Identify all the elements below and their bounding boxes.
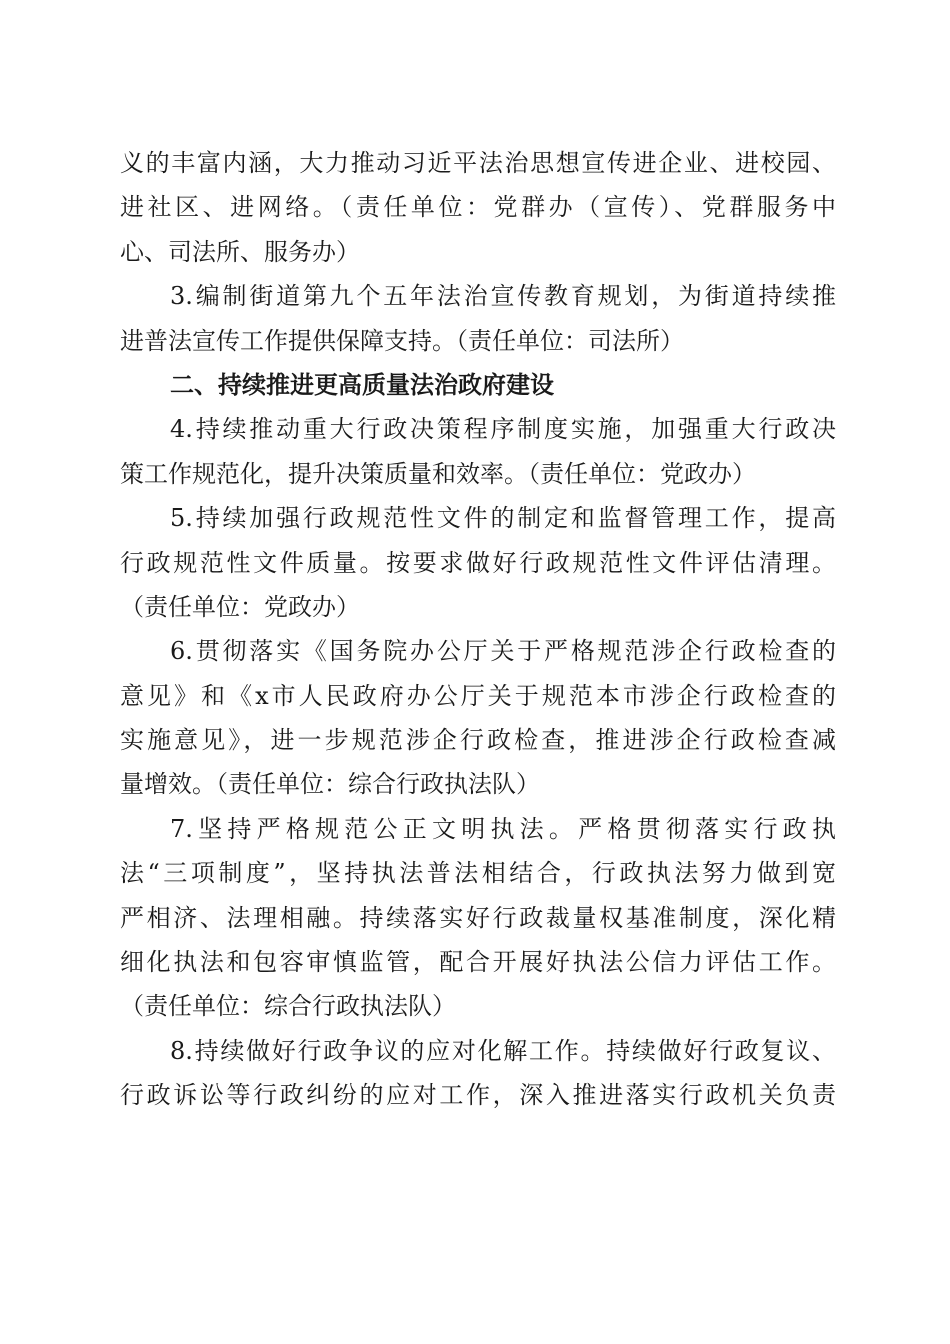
- section-heading: 二、持续推进更高质量法治政府建设: [170, 370, 554, 399]
- paragraph-item-3: [120, 274, 836, 363]
- text-line: 法“三项制度”，坚持执法普法相结合，行政执法努力做到宽: [120, 859, 836, 888]
- text-line: 7.坚持严格规范公正文明执法。严格贯彻落实行政执: [170, 814, 836, 843]
- paragraph-item-7: [120, 807, 836, 1029]
- paragraph-continued-publicity: [120, 141, 836, 274]
- text-line: 义的丰富内涵，大力推动习近平法治思想宣传进企业、进校园、: [120, 149, 836, 177]
- text-line: 行政规范性文件质量。按要求做好行政规范性文件评估清理。: [120, 548, 836, 577]
- text-line: 意见》和《x市人民政府办公厅关于规范本市涉企行政检查的: [120, 681, 836, 710]
- text-line: 策工作规范化，提升决策质量和效率。（责任单位：党政办）: [120, 459, 756, 488]
- text-line: 3.编制街道第九个五年法治宣传教育规划，为街道持续推: [170, 282, 836, 311]
- text-line: 量增效。（责任单位：综合行政执法队）: [120, 770, 540, 799]
- text-line: 细化执法和包容审慎监管，配合开展好执法公信力评估工作。: [120, 948, 836, 977]
- section-heading-wrap: [120, 363, 836, 407]
- paragraph-item-6: [120, 629, 836, 807]
- text-line: （责任单位：综合行政执法队）: [120, 992, 456, 1021]
- text-line: 心、司法所、服务办）: [120, 237, 360, 266]
- text-line: 4.持续推动重大行政决策程序制度实施，加强重大行政决: [170, 415, 836, 444]
- text-line: 进社区、进网络。（责任单位：党群办（宣传）、党群服务中: [120, 193, 836, 222]
- document-body: [120, 141, 836, 1118]
- text-line: 实施意见》，进一步规范涉企行政检查，推进涉企行政检查减: [120, 726, 836, 755]
- text-line: （责任单位：党政办）: [120, 592, 360, 621]
- paragraph-item-5: [120, 496, 836, 629]
- text-line: 行政诉讼等行政纠纷的应对工作，深入推进落实行政机关负责: [120, 1081, 836, 1110]
- paragraph-item-8: [120, 1029, 836, 1118]
- paragraph-item-4: [120, 407, 836, 496]
- text-line: 进普法宣传工作提供保障支持。（责任单位：司法所）: [120, 326, 684, 355]
- text-line: 6.贯彻落实《国务院办公厅关于严格规范涉企行政检查的: [170, 637, 836, 666]
- text-line: 严相济、法理相融。持续落实好行政裁量权基准制度，深化精: [120, 903, 836, 932]
- text-line: 5.持续加强行政规范性文件的制定和监督管理工作，提高: [170, 504, 836, 533]
- text-line: 8.持续做好行政争议的应对化解工作。持续做好行政复议、: [170, 1036, 836, 1065]
